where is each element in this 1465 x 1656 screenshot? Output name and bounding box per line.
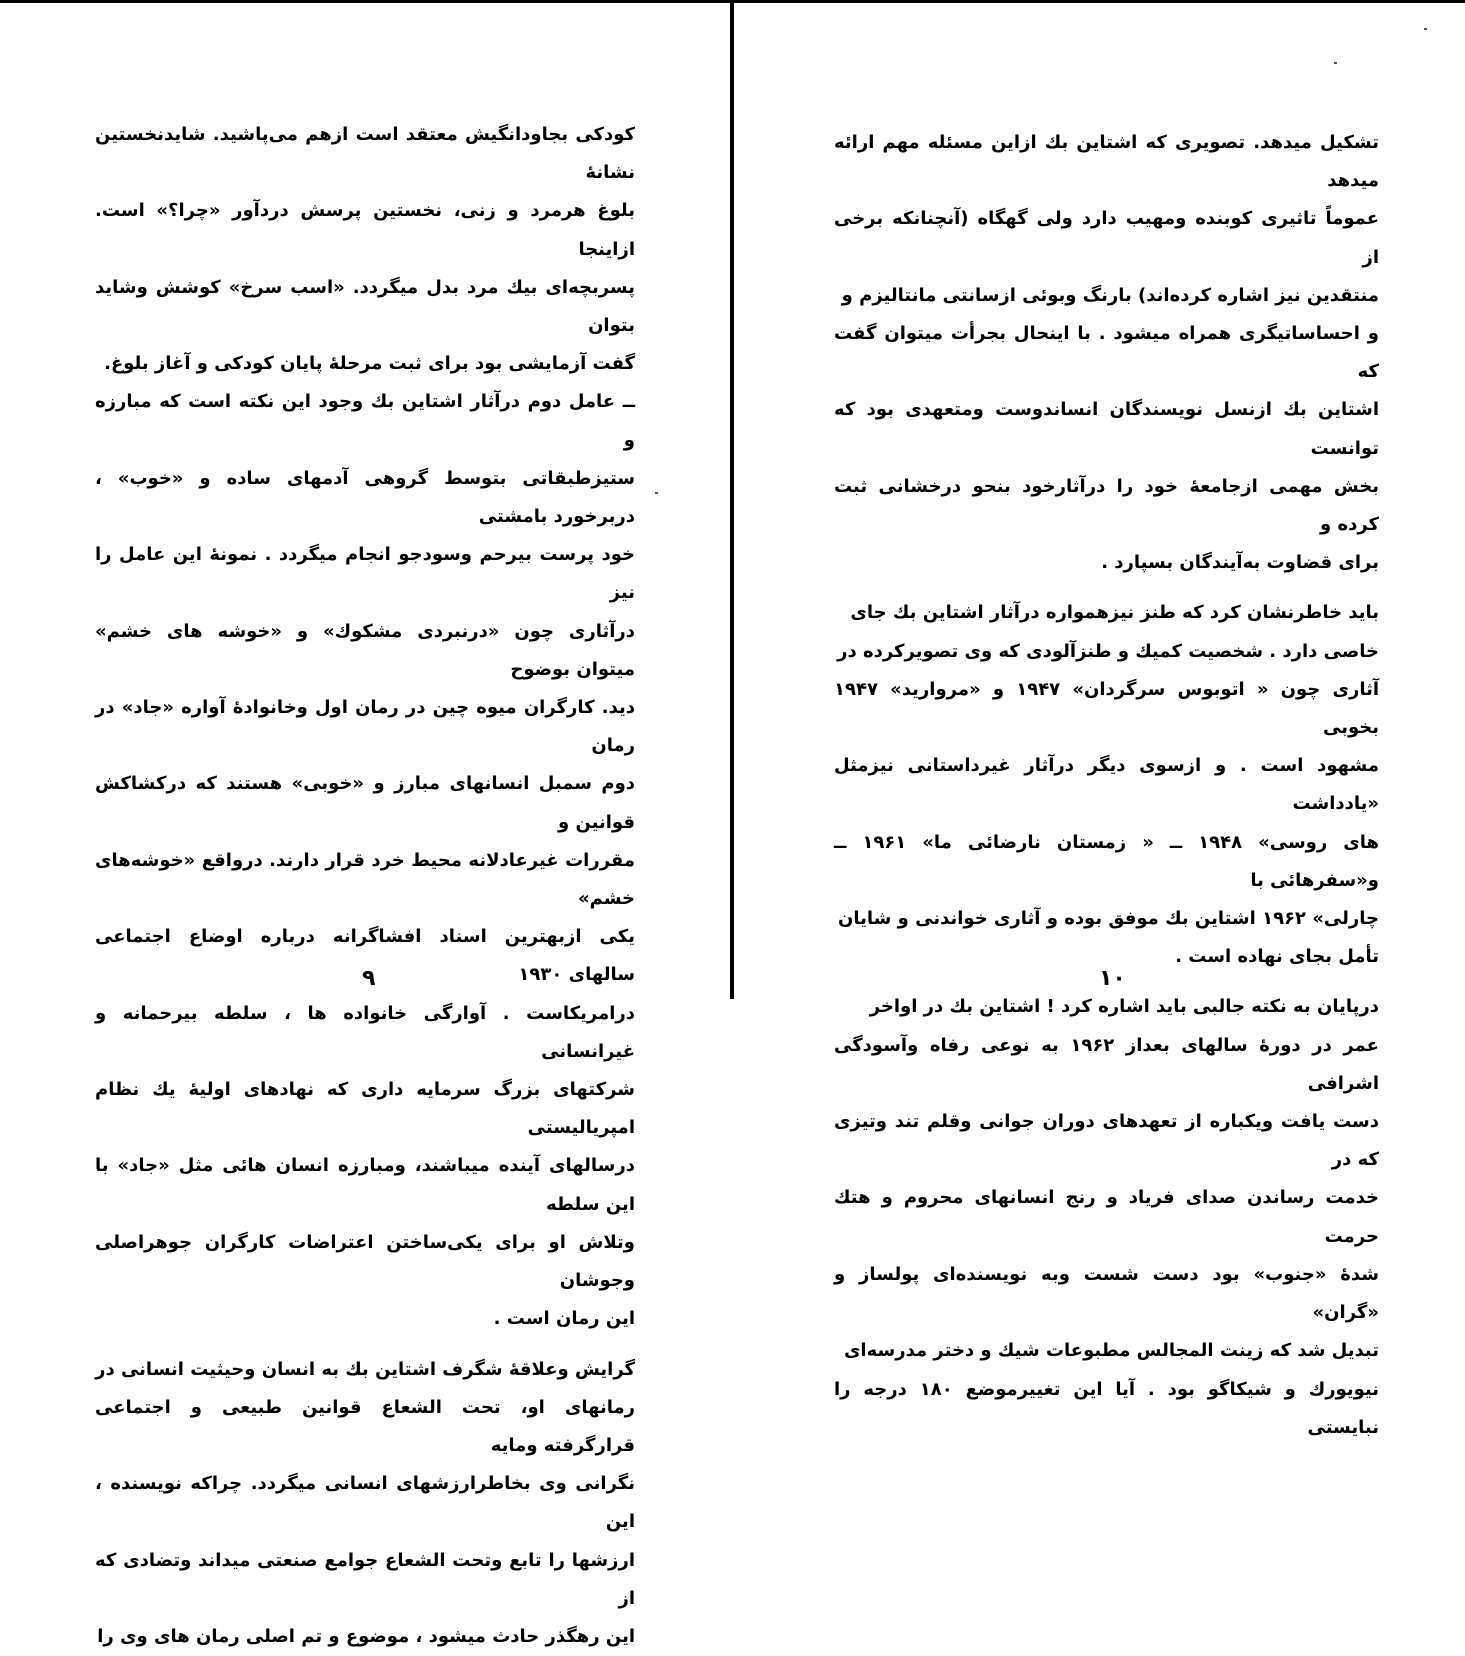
text-line: و احساساتیگری همراه میشود . با اینحال بجرأت میتوان گفت که bbox=[834, 315, 1379, 391]
text-line: گرایش وعلاقهٔ شگرف اشتاین بك به انسان وحیثیت انسانی در bbox=[95, 1351, 635, 1389]
text-line: بلوغ هرمرد و زنی، نخستین پرسش دردآور «چرا؟» است. ازاینجا bbox=[95, 192, 635, 268]
right-paragraph-2 bbox=[834, 594, 1379, 976]
right-paragraph-1 bbox=[834, 124, 1379, 582]
text-line: ارزشها را تابع وتحت الشعاع جوامع صنعتی میداند وتضادی که از bbox=[95, 1542, 635, 1618]
text-line: مشهود است . و ازسوی دیگر درآثار غیرداستانی نیزمثل «یادداشت bbox=[834, 747, 1379, 823]
text-line: رمانهای او، تحت الشعاع قوانین طبیعی و اجتماعی قرارگرفته ومایه bbox=[95, 1389, 635, 1465]
text-line: یکی ازبهترین اسناد افشاگرانه درباره اوضاع اجتماعی سالهای ۱۹۳۰ bbox=[95, 918, 635, 994]
text-line: ستیزطبقاتی بتوسط گروهی آدمهای ساده و «خوب» ، دربرخورد بامشتی bbox=[95, 460, 635, 536]
left-paragraph-1 bbox=[95, 116, 635, 383]
text-line: درسالهای آینده میباشند، ومبارزه انسان هائی مثل «جاد» با این سلطه bbox=[95, 1147, 635, 1223]
text-line: اشتاین بك ازنسل نویسندگان انساندوست ومتعهدی بود که توانست bbox=[834, 391, 1379, 467]
text-line: وتلاش او برای یکی‌ساختن اعتراضات کارگران جوهراصلی وجوشان bbox=[95, 1224, 635, 1300]
text-line: بخش مهمی ازجامعهٔ خود را درآثارخود بنحو درخشانی ثبت کرده و bbox=[834, 468, 1379, 544]
text-line: تبدیل شد که زینت المجالس مطبوعات شیك و دختر مدرسه‌ای bbox=[834, 1332, 1379, 1370]
scan-speck bbox=[1334, 62, 1337, 64]
page-number: ۱۰ bbox=[1099, 966, 1126, 991]
text-line: چارلی» ۱۹۶۲ اشتاین بك موفق بوده و آثاری خواندنی و شایان bbox=[834, 900, 1379, 938]
text-line: درپایان به نکته جالبی باید اشاره کرد ! اشتاین بك در اواخر bbox=[834, 988, 1379, 1026]
text-line: نگرانی وی بخاطرارزشهای انسانی میگردد. چراکه نویسنده ، این bbox=[95, 1465, 635, 1541]
text-line: تأمل بجای نهاده است . bbox=[834, 938, 1379, 976]
left-page-text bbox=[95, 116, 635, 1656]
text-line: درامریکاست . آوارگی خانواده ها ، سلطه بیرحمانه و غیرانسانی bbox=[95, 995, 635, 1071]
paragraph-gap bbox=[95, 1339, 635, 1351]
text-line: این رمان است . bbox=[95, 1300, 635, 1338]
text-line: کودکی بجاودانگیش معتقد است ازهم می‌پاشید. شایدنخستین نشانهٔ bbox=[95, 116, 635, 192]
text-line: باید خاطرنشان کرد که طنز نیزهمواره درآثار اشتاین بك جای bbox=[834, 594, 1379, 632]
text-line: این رهگذر حادث میشود ، موضوع و تم اصلی رمان های وی را bbox=[95, 1618, 635, 1656]
text-line: ــ عامل دوم درآثار اشتاین بك وجود این نکته است که مبارزه و bbox=[95, 383, 635, 459]
right-paragraph-3 bbox=[834, 988, 1379, 1446]
text-line: دید. کارگران میوه چین در رمان اول وخانوادهٔ آواره «جاد» در رمان bbox=[95, 689, 635, 765]
page-number: ۹ bbox=[362, 966, 375, 991]
text-line: درآثاری چون «درنبردی مشکوك» و «خوشه های خشم» میتوان بوضوح bbox=[95, 613, 635, 689]
text-line: شدهٔ «جنوب» بود دست شست وبه نویسنده‌ای پولساز و «گران» bbox=[834, 1256, 1379, 1332]
left-paragraph-3 bbox=[95, 1351, 635, 1656]
text-line: خدمت رساندن صدای فریاد و رنج انسانهای محروم و هتك حرمت bbox=[834, 1179, 1379, 1255]
text-line: گفت آزمایشی بود برای ثبت مرحلهٔ پایان کودکی و آغاز بلوغ. bbox=[95, 345, 635, 383]
text-line: های روسی» ۱۹۴۸ ــ « زمستان نارضائی ما» ۱۹۶۱ ــ و«سفرهائی با bbox=[834, 824, 1379, 900]
text-line: دوم سمبل انسانهای مبارز و «خوبی» هستند که درکشاکش قوانین و bbox=[95, 765, 635, 841]
text-line: خود پرست بیرحم وسودجو انجام میگردد . نمونهٔ این عامل را نیز bbox=[95, 536, 635, 612]
text-line: نیویورك و شیکاگو بود . آیا این تغییرموضع ۱۸۰ درجه را نبایستی bbox=[834, 1371, 1379, 1447]
text-line: خاصی دارد . شخصیت کمیك و طنزآلودی که وی تصویرکرده در bbox=[834, 633, 1379, 671]
text-line: عموماً تاثیری کوبنده ومهیب دارد ولی گهگاه (آنچنانکه برخی از bbox=[834, 200, 1379, 276]
right-page-text bbox=[834, 124, 1379, 1447]
left-paragraph-2 bbox=[95, 383, 635, 1338]
text-line: شرکتهای بزرگ سرمایه داری که نهادهای اولیهٔ یك نظام امپریالیستی bbox=[95, 1071, 635, 1147]
scan-speck bbox=[655, 492, 658, 494]
text-line: پسربچه‌ای بیك مرد بدل میگردد. «اسب سرخ» کوشش وشاید بتوان bbox=[95, 269, 635, 345]
text-line: دست یافت ویکباره از تعهدهای دوران جوانی وقلم تند وتیزی که در bbox=[834, 1103, 1379, 1179]
text-line: آثاری چون « اتوبوس سرگردان» ۱۹۴۷ و «مروارید» ۱۹۴۷ بخوبی bbox=[834, 671, 1379, 747]
right-page bbox=[734, 0, 1465, 999]
text-line: تشکیل میدهد. تصویری که اشتاین بك ازاین مسئله مهم ارائه میدهد bbox=[834, 124, 1379, 200]
text-line: مقررات غیرعادلانه محیط خرد قرار دارند. درواقع «خوشه‌های خشم» bbox=[95, 842, 635, 918]
text-line: عمر در دورهٔ سالهای بعداز ۱۹۶۲ به نوعی رفاه وآسودگی اشرافی bbox=[834, 1027, 1379, 1103]
left-page bbox=[0, 0, 730, 999]
paragraph-gap bbox=[834, 582, 1379, 594]
text-line: منتقدین نیز اشاره کرده‌اند) بارنگ وبوئی ازسانتی مانتالیزم و bbox=[834, 277, 1379, 315]
scan-speck bbox=[1424, 28, 1427, 30]
text-line: برای قضاوت به‌آیندگان بسپارد . bbox=[834, 544, 1379, 582]
